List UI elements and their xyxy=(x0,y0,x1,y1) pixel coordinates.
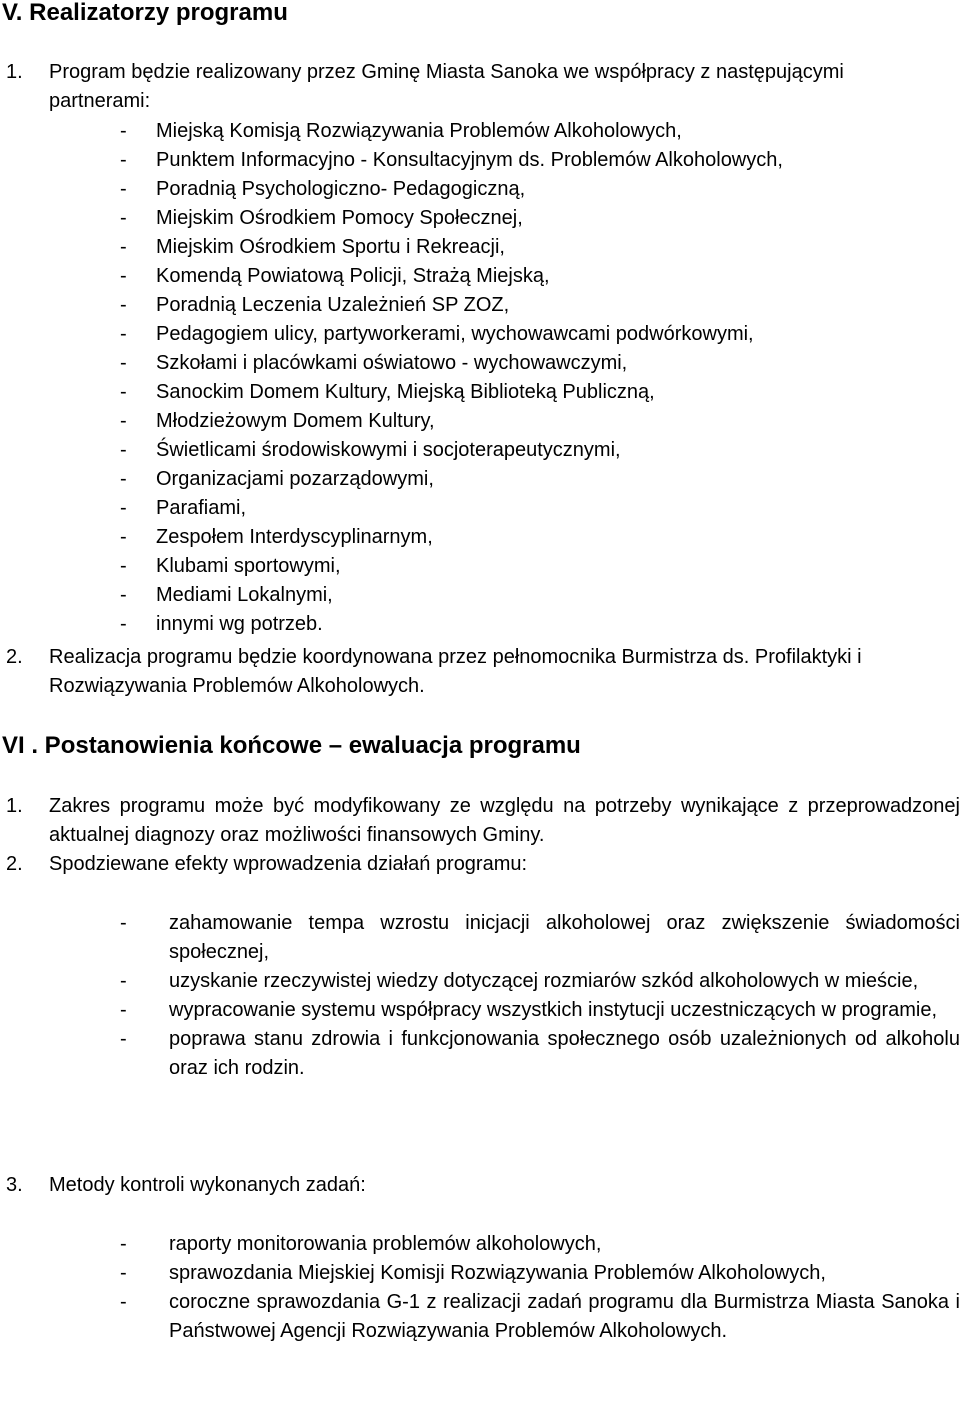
list-item: - Zespołem Interdyscyplinarnym, xyxy=(120,523,960,552)
dash-bullet: - xyxy=(120,1291,127,1313)
partners-list xyxy=(120,117,960,639)
list-item: - Mediami Lokalnymi, xyxy=(120,581,960,610)
dash-bullet: - xyxy=(120,352,127,374)
dash-bullet: - xyxy=(120,207,127,229)
expected-effects-list xyxy=(120,909,960,1083)
list-item: - Miejską Komisją Rozwiązywania Problemów Alkoholowych, xyxy=(120,117,960,146)
item-number: 3. xyxy=(6,1174,23,1196)
dash-bullet: - xyxy=(120,236,127,258)
list-item: - Miejskim Ośrodkiem Pomocy Społecznej, xyxy=(120,204,960,233)
dash-bullet: - xyxy=(120,410,127,432)
dash-bullet: - xyxy=(120,439,127,461)
list-item: - sprawozdania Miejskiej Komisji Rozwiązywania Problemów Alkoholowych, xyxy=(120,1259,960,1288)
list-item: - Świetlicami środowiskowymi i socjoterapeutycznymi, xyxy=(120,436,960,465)
dash-bullet: - xyxy=(120,999,127,1021)
item-number: 1. xyxy=(6,61,23,83)
list-item: - Poradnią Psychologiczno- Pedagogiczną, xyxy=(120,175,960,204)
paragraph-coordination: Realizacja programu będzie koordynowana przez pełnomocnika Burmistrza ds. Profilaktyki i Rozwiązywania Problemów Alkoholowych. xyxy=(49,646,862,697)
section-6-heading: VI . Postanowienia końcowe – ewaluacja programu xyxy=(2,732,581,759)
list-item: - poprawa stanu zdrowia i funkcjonowania społecznego osób uzależnionych od alkoholu oraz ich rodzin. xyxy=(120,1025,960,1083)
paragraph-control-methods: Metody kontroli wykonanych zadań: xyxy=(49,1174,366,1196)
dash-bullet: - xyxy=(120,265,127,287)
list-item: - coroczne sprawozdania G-1 z realizacji zadań programu dla Burmistrza Miasta Sanoka i Państwowej Agencji Rozwiązywania Problemów Alkoholowych. xyxy=(120,1288,960,1346)
dash-bullet: - xyxy=(120,120,127,142)
list-item: - wypracowanie systemu współpracy wszystkich instytucji uczestniczących w programie, xyxy=(120,996,960,1025)
list-item: - Pedagogiem ulicy, partyworkerami, wychowawcami podwórkowymi, xyxy=(120,320,960,349)
dash-bullet: - xyxy=(120,1233,127,1255)
dash-bullet: - xyxy=(120,526,127,548)
list-item: - Poradnią Leczenia Uzależnień SP ZOZ, xyxy=(120,291,960,320)
list-item: - Komendą Powiatową Policji, Strażą Miejską, xyxy=(120,262,960,291)
dash-bullet: - xyxy=(120,613,127,635)
dash-bullet: - xyxy=(120,584,127,606)
list-item: - Sanockim Domem Kultury, Miejską Biblioteką Publiczną, xyxy=(120,378,960,407)
item-number: 2. xyxy=(6,853,23,875)
paragraph-program-scope: Zakres programu może być modyfikowany ze względu na potrzeby wynikające z przeprowadzonej aktualnej diagnozy oraz możliwości finansowych Gminy. xyxy=(49,795,960,846)
list-item: - Organizacjami pozarządowymi, xyxy=(120,465,960,494)
dash-bullet: - xyxy=(120,149,127,171)
dash-bullet: - xyxy=(120,970,127,992)
dash-bullet: - xyxy=(120,294,127,316)
list-item: - Miejskim Ośrodkiem Sportu i Rekreacji, xyxy=(120,233,960,262)
list-item: - Młodzieżowym Domem Kultury, xyxy=(120,407,960,436)
dash-bullet: - xyxy=(120,1028,127,1050)
dash-bullet: - xyxy=(120,1262,127,1284)
list-item: - uzyskanie rzeczywistej wiedzy dotyczącej rozmiarów szkód alkoholowych w mieście, xyxy=(120,967,960,996)
list-item: - innymi wg potrzeb. xyxy=(120,610,960,639)
list-item: - zahamowanie tempa wzrostu inicjacji alkoholowej oraz zwiększenie świadomości społecznej, xyxy=(120,909,960,967)
list-item: - raporty monitorowania problemów alkoholowych, xyxy=(120,1230,960,1259)
dash-bullet: - xyxy=(120,497,127,519)
item-number: 2. xyxy=(6,646,23,668)
list-item: - Punktem Informacyjno - Konsultacyjnym ds. Problemów Alkoholowych, xyxy=(120,146,960,175)
list-item: - Szkołami i placówkami oświatowo - wychowawczymi, xyxy=(120,349,960,378)
dash-bullet: - xyxy=(120,178,127,200)
dash-bullet: - xyxy=(120,323,127,345)
list-item: - Parafiami, xyxy=(120,494,960,523)
dash-bullet: - xyxy=(120,555,127,577)
paragraph-program-partners: Program będzie realizowany przez Gminę Miasta Sanoka we współpracy z następującymi partnerami: xyxy=(49,61,844,112)
dash-bullet: - xyxy=(120,381,127,403)
dash-bullet: - xyxy=(120,468,127,490)
dash-bullet: - xyxy=(120,912,127,934)
paragraph-expected-effects: Spodziewane efekty wprowadzenia działań programu: xyxy=(49,853,528,875)
list-item: - Klubami sportowymi, xyxy=(120,552,960,581)
item-number: 1. xyxy=(6,795,23,817)
section-5-heading: V. Realizatorzy programu xyxy=(2,0,288,26)
control-methods-list xyxy=(120,1230,960,1346)
